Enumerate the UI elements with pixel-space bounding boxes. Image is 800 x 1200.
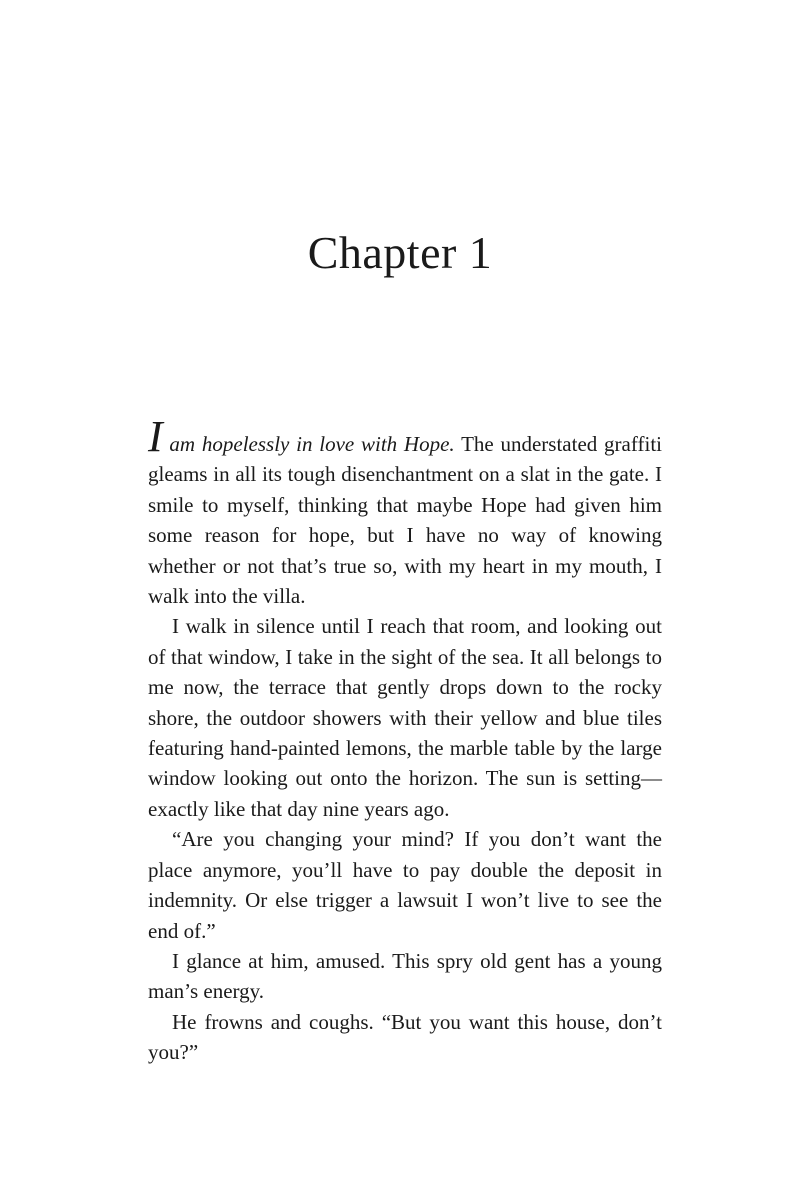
paragraph: I glance at him, amused. This spry old gent has a young man’s energy. xyxy=(148,948,662,1004)
opening-italic-phrase: am hopelessly in love with Hope. xyxy=(162,432,455,456)
chapter-body xyxy=(148,412,662,1068)
paragraph: “Are you changing your mind? If you don’t want the place anymore, you’ll have to pay double the deposit in indemnity. Or else trigger a lawsuit I won’t live to see the end of.” xyxy=(148,827,662,943)
opening-paragraph xyxy=(148,412,662,611)
paragraph: I walk in silence until I reach that room, and looking out of that window, I take in the sight of the sea. It all belongs to me now, the terrace that gently drops down to the rocky shore, the outdoor showers with their yellow and blue tiles featuring hand-painted lemons, the marble table by the large window looking out onto the horizon. The sun is setting—exactly like that day nine years ago. xyxy=(148,614,662,821)
drop-cap-letter: I xyxy=(148,412,163,461)
opening-paragraph-text: The understated graffiti gleams in all its tough disenchantment on a slat in the gate. I smile to myself, thinking that maybe Hope had given him some reason for hope, but I have no way of knowing whether or not that’s true so, with my heart in my mouth, I walk into the villa. xyxy=(148,432,662,609)
paragraph: He frowns and coughs. “But you want this house, don’t you?” xyxy=(148,1009,662,1065)
chapter-title: Chapter 1 xyxy=(307,226,493,278)
